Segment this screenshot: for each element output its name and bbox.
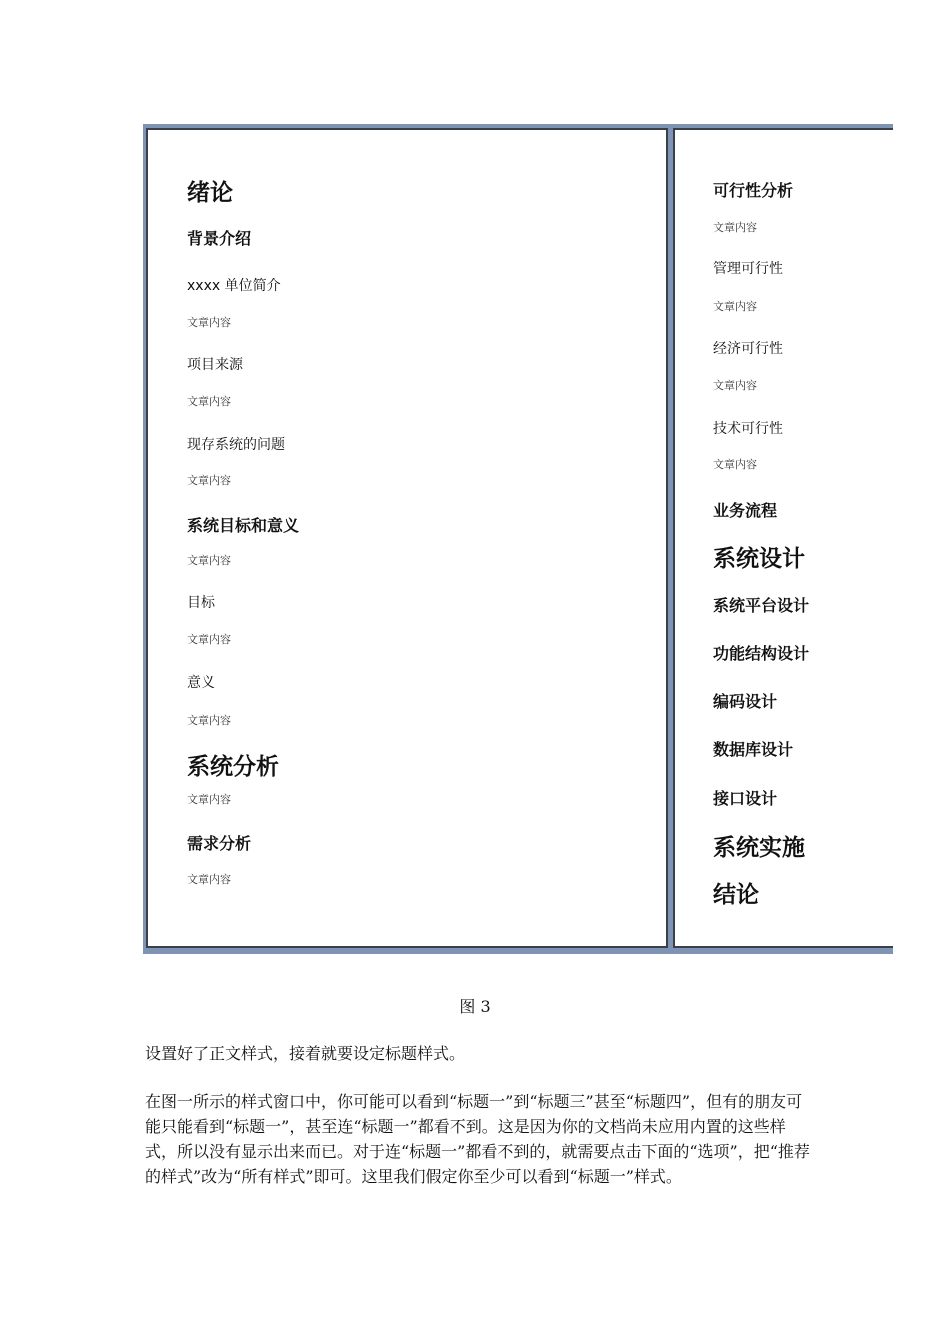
- left-page-body-text: 文章内容: [187, 474, 231, 487]
- left-page-h2-heading: 背景介绍: [187, 229, 252, 248]
- left-page-h2-heading: 系统目标和意义: [187, 516, 300, 535]
- left-page-h3-heading: 意义: [187, 675, 215, 691]
- right-page-body-text: 文章内容: [713, 221, 757, 234]
- right-page-h1-heading: 系统设计: [713, 546, 805, 572]
- left-page-body-text: 文章内容: [187, 554, 231, 567]
- left-page-h3-heading: 项目来源: [187, 357, 243, 373]
- document-page-right: [673, 128, 893, 948]
- figure-caption: 图 3: [459, 997, 491, 1016]
- right-page-body-text: 文章内容: [713, 379, 757, 392]
- left-page-h3-heading: 目标: [187, 595, 215, 611]
- figure-screenshot: [143, 124, 893, 954]
- right-page-body-text: 文章内容: [713, 458, 757, 471]
- right-page-h3-heading: 管理可行性: [713, 261, 783, 277]
- right-page-h3-heading: 技术可行性: [713, 421, 783, 437]
- left-page-body-text: 文章内容: [187, 633, 231, 646]
- left-page-body-text: 文章内容: [187, 714, 231, 727]
- right-page-h2-heading: 接口设计: [713, 789, 778, 808]
- right-page-h2-heading: 业务流程: [713, 501, 778, 520]
- right-page-h2-heading: 系统平台设计: [713, 596, 810, 615]
- right-page-h2-heading: 可行性分析: [713, 181, 794, 200]
- left-page-body-text: 文章内容: [187, 395, 231, 408]
- right-page-h1-heading: 系统实施: [713, 835, 805, 861]
- paragraph-2: 在图一所示的样式窗口中，你可能可以看到“标题一”到“标题三”甚至“标题四”，但有的朋友可能只能看到“标题一”，甚至连“标题一”都看不到。这是因为你的文档尚未应用内置的这些样式，所以没有显示出来而已。对于连“标题一”都看不到的，就需要点击下面的“选项”，把“推荐的样式”改为“所有样式”即可。这里我们假定你至少可以看到“标题一”样式。: [145, 1092, 810, 1186]
- left-page-body-text: 文章内容: [187, 793, 231, 806]
- right-page-h3-heading: 经济可行性: [713, 341, 783, 357]
- right-page-h2-heading: 数据库设计: [713, 740, 794, 759]
- right-page-body-text: 文章内容: [713, 300, 757, 313]
- right-page-h2-heading: 功能结构设计: [713, 644, 810, 663]
- paragraph-1: 设置好了正文样式，接着就要设定标题样式。: [145, 1044, 466, 1063]
- left-page-h3-heading: xxxx 单位简介: [187, 278, 281, 294]
- left-page-body-text: 文章内容: [187, 873, 231, 886]
- left-page-h1-heading: 系统分析: [187, 754, 279, 780]
- left-page-h2-heading: 需求分析: [187, 834, 252, 853]
- right-page-h2-heading: 编码设计: [713, 692, 778, 711]
- right-page-h1-heading: 结论: [713, 882, 759, 908]
- left-page-h3-heading: 现存系统的问题: [187, 437, 285, 453]
- left-page-body-text: 文章内容: [187, 316, 231, 329]
- left-page-h1-heading: 绪论: [187, 180, 233, 206]
- document-page-left: [146, 128, 668, 948]
